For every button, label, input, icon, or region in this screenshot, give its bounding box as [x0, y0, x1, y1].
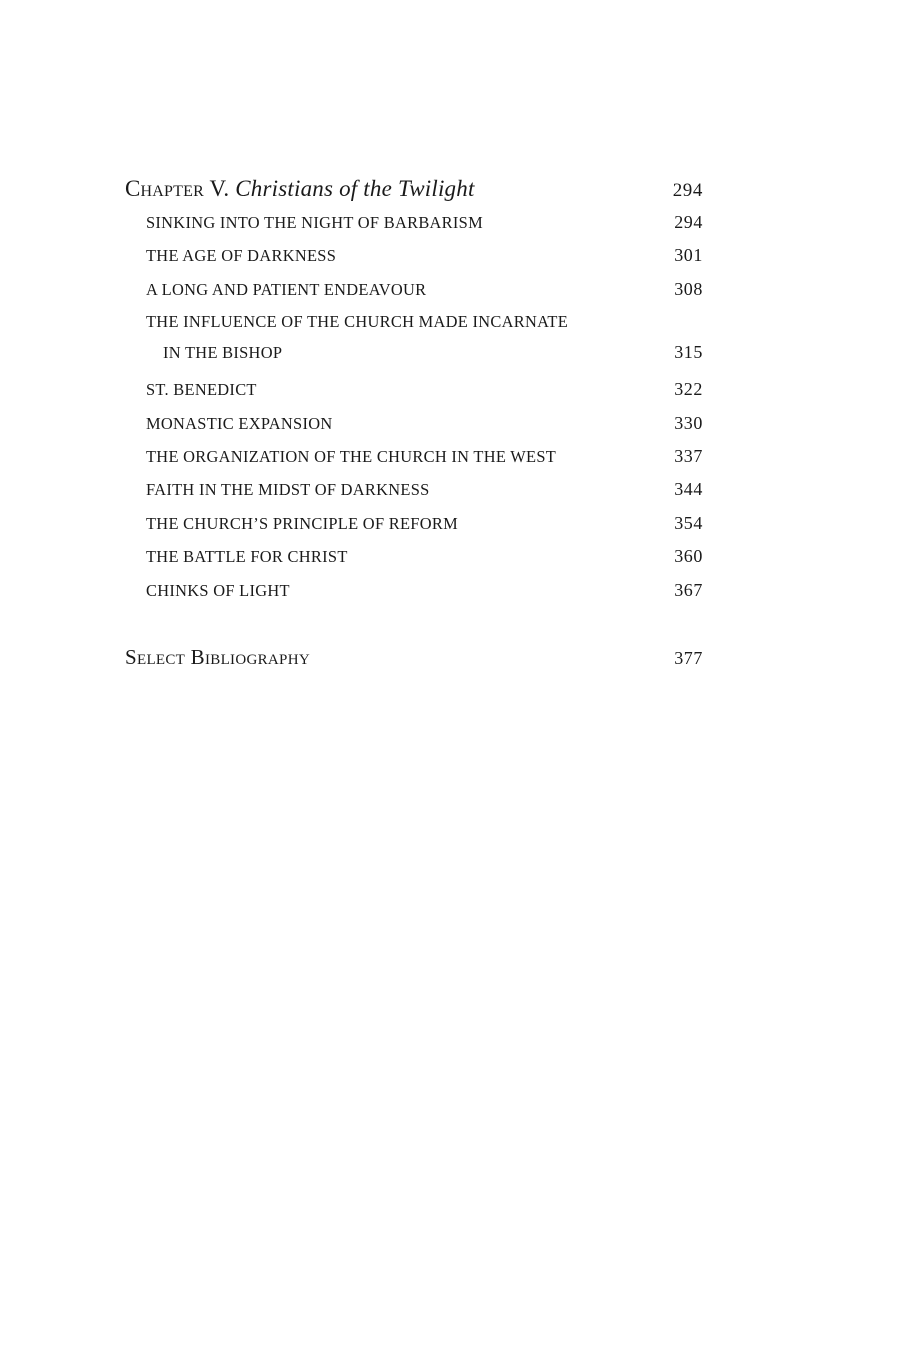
toc-section-entry[interactable] — [125, 580, 703, 613]
section-page-number: 360 — [674, 546, 703, 567]
section-title-continuation — [146, 342, 703, 379]
section-page-number: 322 — [674, 379, 703, 400]
section-title: THE AGE OF DARKNESS — [146, 246, 337, 266]
section-page-number: 315 — [674, 342, 703, 363]
toc-bibliography-entry[interactable] — [125, 645, 703, 681]
chapter-title: Christians of the Twilight — [235, 176, 475, 201]
toc-section-entry[interactable] — [125, 245, 703, 278]
section-page-number: 301 — [674, 245, 703, 266]
section-page-number: 354 — [674, 512, 703, 533]
chapter-page-number: 294 — [672, 180, 703, 201]
section-page-number: 294 — [674, 212, 703, 232]
toc-section-entry[interactable] — [125, 479, 703, 512]
section-title: THE CHURCH’S PRINCIPLE OF REFORM — [146, 513, 458, 533]
section-page-number: 308 — [674, 278, 703, 299]
toc-section-entry[interactable] — [125, 312, 703, 379]
section-page-number: 344 — [674, 479, 703, 500]
toc-section-entry[interactable] — [125, 413, 703, 446]
toc-section-entry[interactable] — [125, 379, 703, 412]
section-title-line2: IN THE BISHOP — [163, 343, 283, 363]
section-title: FAITH IN THE MIDST OF DARKNESS — [146, 480, 430, 500]
toc-section-entry[interactable] — [125, 279, 703, 312]
section-page-number: 330 — [674, 412, 703, 433]
section-title: THE BATTLE FOR CHRIST — [146, 547, 348, 567]
toc-section-entry[interactable] — [125, 513, 703, 546]
section-title: THE ORGANIZATION OF THE CHURCH IN THE WEST — [146, 446, 557, 466]
section-title: A LONG AND PATIENT ENDEAVOUR — [146, 279, 427, 299]
toc-chapter-entry[interactable] — [125, 176, 703, 212]
section-title: SINKING INTO THE NIGHT OF BARBARISM — [146, 213, 483, 232]
toc-section-entry[interactable] — [125, 446, 703, 479]
section-title: CHINKS OF LIGHT — [146, 580, 290, 600]
section-page-number: 367 — [674, 579, 703, 600]
chapter-heading — [125, 176, 475, 202]
section-title-line1: THE INFLUENCE OF THE CHURCH MADE INCARNATE — [146, 312, 569, 332]
entry-spacer — [125, 613, 703, 645]
chapter-label: Chapter V. — [125, 176, 230, 201]
table-of-contents — [125, 176, 703, 681]
toc-section-entry[interactable] — [125, 212, 703, 245]
section-title: ST. BENEDICT — [146, 380, 257, 400]
section-page-number: 337 — [674, 445, 703, 466]
section-title: MONASTIC EXPANSION — [146, 413, 333, 433]
toc-section-entry[interactable] — [125, 546, 703, 579]
bibliography-title: Select Bibliography — [125, 644, 310, 669]
bibliography-page-number: 377 — [674, 647, 703, 668]
